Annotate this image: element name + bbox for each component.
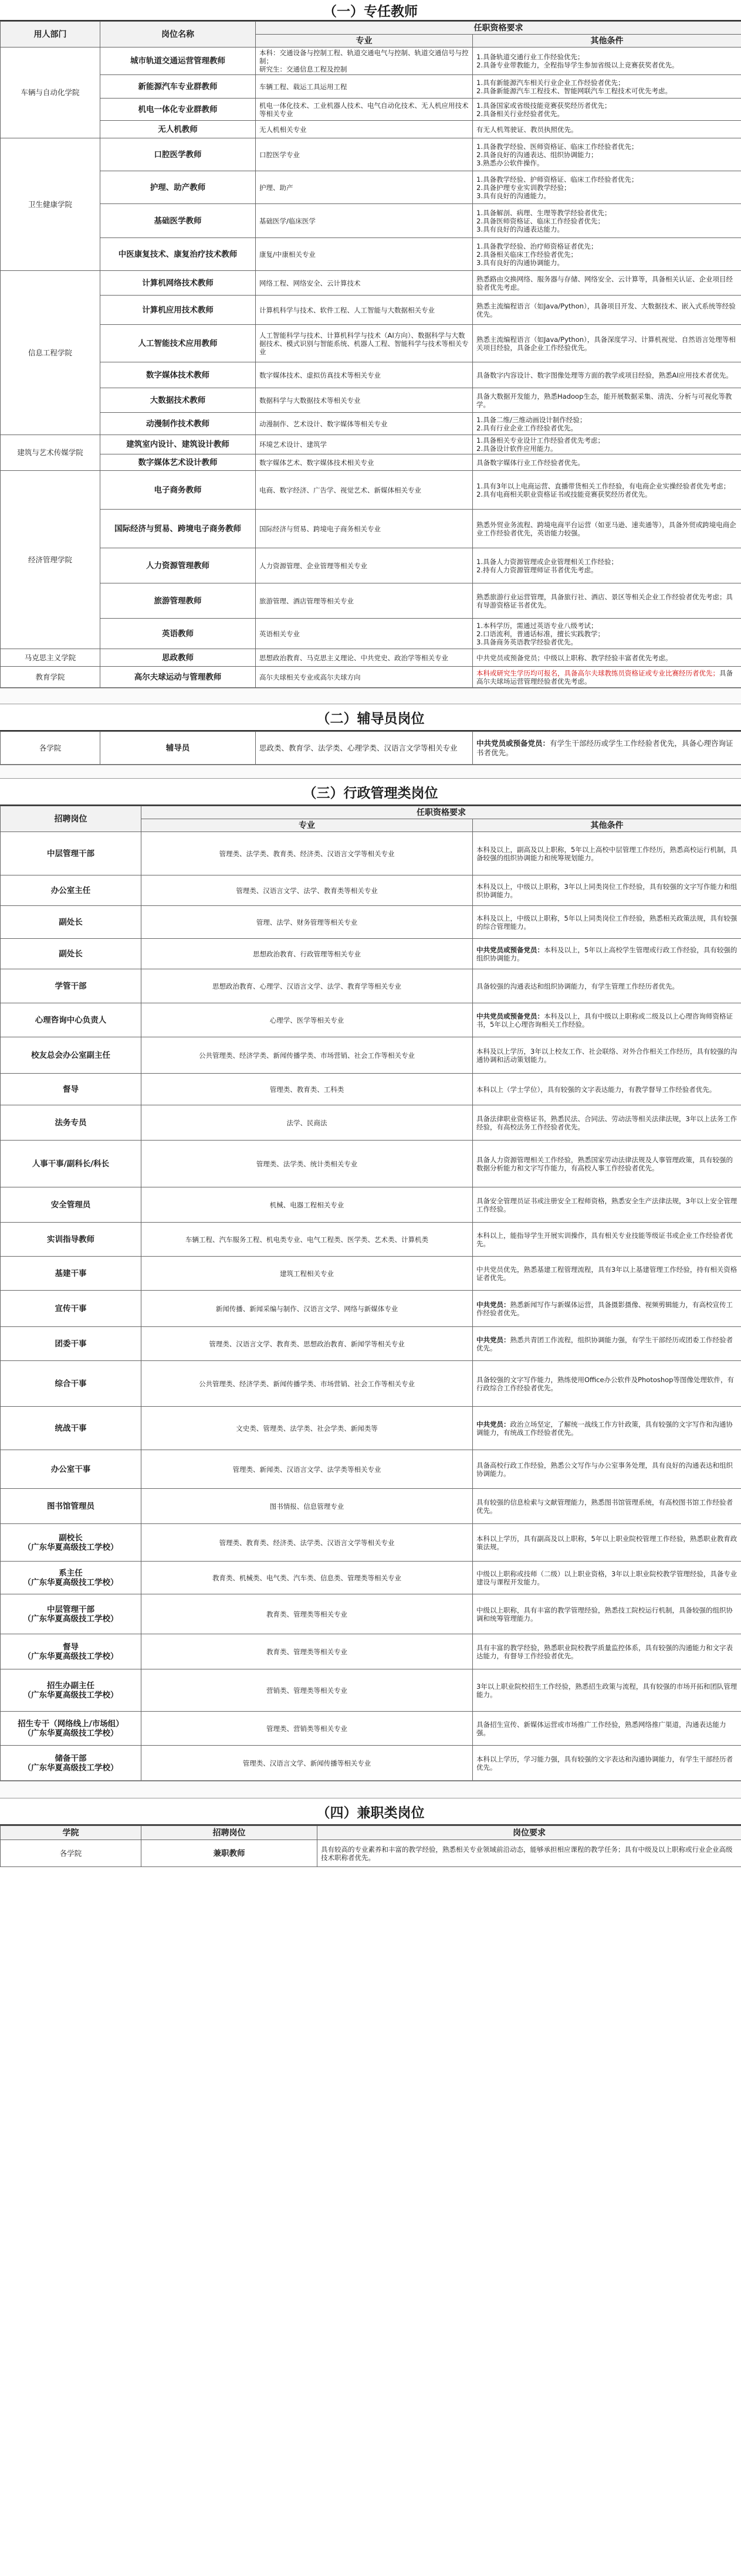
table-row — [1, 667, 741, 688]
other-cell — [473, 1105, 741, 1141]
major-cell: 机械、电器工程相关专业 — [141, 1187, 473, 1223]
other-text: 1.具备人力资源管理或企业管理相关工作经验； 2.持有人力资源管理师证书者优先考虑。 — [476, 557, 618, 574]
table-row — [1, 1074, 741, 1105]
other-text: 1.具备二维/三维动画设计制作经验； 2.具有行业企业工作经验者优先。 — [476, 415, 587, 432]
position-cell: 督导 — [1, 1074, 141, 1105]
other-highlight: 本科或研究生学历均可报名，具备高尔夫球教练员资格证或专业比赛经历者优先； — [476, 668, 719, 677]
other-text: 有无人机驾驶证、教员执照优先。 — [476, 125, 578, 134]
position-cell: 人事干事/副科长/科长 — [1, 1141, 141, 1187]
table-row — [1, 1407, 741, 1450]
other-text: 熟悉旅游行业运营管理，具备旅行社、酒店、景区等相关企业工作经验者优先考虑；具有导游资格证书者优先。 — [476, 592, 733, 609]
table-row — [1, 1634, 741, 1669]
major-cell: 新闻传播、新闻采编与制作、汉语言文学、网络与新媒体专业 — [141, 1291, 473, 1327]
other-cell — [473, 510, 741, 548]
position-cell: 实训指导教师 — [1, 1223, 141, 1257]
other-text: 具备人力资源管理相关工作经验，熟悉国家劳动法律法规及人事管理政策，具有较强的数据分析能力和文字写作能力，有高校人事工作经验者优先。 — [476, 1155, 733, 1172]
position-cell: 思政教师 — [100, 649, 256, 667]
table-row — [1, 1489, 741, 1524]
other-text: 具备数字媒体行业工作经验者优先。 — [476, 458, 584, 467]
section-spacer — [0, 688, 741, 704]
position-cell: 副处长 — [1, 906, 141, 939]
other-cell — [473, 667, 741, 688]
position-cell: 招生办副主任 （广东华夏高级技工学校） — [1, 1669, 141, 1712]
position-cell: 新能源汽车专业群教师 — [100, 75, 256, 99]
other-text: 1.具备教学经验、医师资格证、临床工作经验者优先； 2.具备良好的沟通表达、组织协调能力； 3.熟悉办公软件操作。 — [476, 142, 638, 167]
header-department: 用人部门 — [1, 22, 100, 47]
position-cell: 副处长 — [1, 939, 141, 969]
table-row — [1, 1361, 741, 1407]
position-cell: 心理咨询中心负责人 — [1, 1003, 141, 1037]
major-cell: 环境艺术设计、建筑学 — [256, 435, 473, 454]
position-cell: 动漫制作技术教师 — [100, 413, 256, 435]
header-major: 专业 — [256, 35, 473, 47]
other-cell — [473, 47, 741, 75]
other-cell — [473, 1407, 741, 1450]
other-text: 具备高校行政工作经验，熟悉公文写作与办公室事务处理，具有良好的沟通表达和组织协调能力。 — [476, 1461, 733, 1478]
position-cell: 数字媒体艺术设计教师 — [100, 454, 256, 471]
major-cell: 管理类、法学类、教育类、经济类、汉语言文学等相关专业 — [141, 832, 473, 875]
counselor-table — [0, 731, 741, 765]
major-cell: 动漫制作、艺术设计、数字媒体等相关专业 — [256, 413, 473, 435]
table-row — [1, 471, 741, 510]
other-lead: 中共党员或预备党员： — [476, 945, 544, 954]
other-cell — [473, 1746, 741, 1781]
major-cell: 车辆工程、载运工具运用工程 — [256, 75, 473, 99]
major-cell: 数字媒体艺术、数字媒体技术相关专业 — [256, 454, 473, 471]
other-text: 1.具备相关专业设计工作经验者优先考虑； 2.具备设计软件应用能力。 — [476, 436, 604, 453]
other-lead: 中共党员： — [476, 1420, 510, 1428]
department-cell: 建筑与艺术传媒学院 — [1, 435, 100, 471]
other-text: 具备较强的文字写作能力，熟练使用Office办公软件及Photoshop等图像处理软件，有行政综合工作经验者优先。 — [476, 1375, 734, 1392]
position-cell: 基础医学教师 — [100, 204, 256, 238]
other-text: 本科及以上，具有中级以上职称或二级及以上心理咨询师资格证书，5年以上心理咨询相关工作经验。 — [476, 1012, 733, 1029]
other-text: 具备高尔夫球场运营管理经验者优先考虑。 — [476, 668, 733, 685]
other-cell — [473, 1257, 741, 1291]
table-row — [1, 454, 741, 471]
position-cell: 人力资源管理教师 — [100, 548, 256, 583]
other-text: 本科及以上，中级以上职称，3年以上同类岗位工作经验，具有较强的文字写作能力和组织协调能力。 — [476, 882, 737, 899]
major-cell: 文史类、管理类、法学类、社会学类、新闻类等 — [141, 1407, 473, 1450]
other-cell — [473, 435, 741, 454]
other-cell — [473, 1003, 741, 1037]
position-cell: 中层管理干部 （广东华夏高级技工学校） — [1, 1594, 141, 1634]
other-text: 本科及以上，副高及以上职称，5年以上高校中层管理工作经历，熟悉高校运行机制，具备较强的组织协调能力和统筹规划能力。 — [476, 845, 737, 862]
other-text: 1.具备解剖、病理、生理等教学经验者优先； 2.具备医师资格证、临床工作经验者优先； 3.具有良好的沟通表达能力。 — [476, 208, 611, 233]
other-text: 3年以上职业院校招生工作经验，熟悉招生政策与流程，具有较强的市场开拓和团队管理能力。 — [476, 1682, 737, 1699]
other-text: 政治立场坚定，了解统一战线工作方针政策，具有较强的文字写作和沟通协调能力，有统战工作经验者优先。 — [476, 1420, 733, 1437]
other-lead: 中共党员： — [476, 1300, 510, 1309]
other-lead: 中共党员或预备党员： — [476, 1012, 544, 1020]
other-cell — [473, 238, 741, 271]
major-cell: 管理类、教育类、工科类 — [141, 1074, 473, 1105]
table-row — [1, 238, 741, 271]
header-requirements: 任职资格要求 — [141, 806, 741, 819]
other-text: 中级以上职称，具有丰富的教学管理经验，熟悉技工院校运行机制，具备较强的组织协调和统筹管理能力。 — [476, 1606, 733, 1623]
other-cell — [473, 362, 741, 388]
other-text: 1.本科学历，需通过英语专业八级考试； 2.口语流利，普通话标准，擅长实践教学； 3.具备商务英语教学经验者优先。 — [476, 621, 604, 646]
position-cell: 团委干事 — [1, 1327, 141, 1361]
table-row — [1, 1187, 741, 1223]
other-text: 具备安全管理员证书或注册安全工程师资格，熟悉安全生产法律法规，3年以上安全管理工作经验。 — [476, 1196, 737, 1213]
position-cell: 学管干部 — [1, 969, 141, 1003]
major-cell: 建筑工程相关专业 — [141, 1257, 473, 1291]
other-text: 中共党员或预备党员；中级以上职称、教学经验丰富者优先考虑。 — [476, 653, 672, 662]
major-cell: 管理类、营销类等相关专业 — [141, 1712, 473, 1746]
major-cell: 基础医学/临床医学 — [256, 204, 473, 238]
department-cell: 教育学院 — [1, 667, 100, 688]
table-row — [1, 619, 741, 649]
section-spacer — [0, 1781, 741, 1798]
other-text: 熟悉新闻写作与新媒体运营，具备摄影摄像、视频剪辑能力，有高校宣传工作经验者优先。 — [476, 1300, 733, 1317]
position-cell: 无人机教师 — [100, 121, 256, 138]
table-row — [1, 204, 741, 238]
table-row — [1, 1669, 741, 1712]
table-row — [1, 1257, 741, 1291]
parttime-table — [0, 1825, 741, 1867]
major-cell: 法学、民商法 — [141, 1105, 473, 1141]
parttime-position: 兼职教师 — [141, 1840, 317, 1867]
section-title-counselor: （二）辅导员岗位 — [0, 704, 741, 731]
other-cell — [473, 325, 741, 362]
other-text: 本科以上，能指导学生开展实训操作，具有相关专业技能等级证书或企业工作经验者优先。 — [476, 1231, 733, 1248]
header-position: 岗位名称 — [100, 22, 256, 47]
major-cell: 本科：交通设备与控制工程、轨道交通电气与控制、轨道交通信号与控制； 研究生：交通信息工程及控制 — [256, 47, 473, 75]
other-cell — [473, 1524, 741, 1562]
other-cell — [473, 413, 741, 435]
position-cell: 安全管理员 — [1, 1187, 141, 1223]
other-text: 中共党员优先，熟悉基建工程管理流程，具有3年以上基建管理工作经验，持有相关资格证者优先。 — [476, 1265, 737, 1282]
other-cell — [473, 1223, 741, 1257]
other-cell — [473, 939, 741, 969]
table-row — [1, 75, 741, 99]
header-other: 其他条件 — [473, 35, 741, 47]
counselor-other-text: 有学生干部经历或学生工作经验者优先，具备心理咨询证书者优先。 — [476, 738, 733, 757]
counselor-major: 思政类、教育学、法学类、心理学类、汉语言文学等相关专业 — [256, 732, 473, 765]
position-cell: 基建干事 — [1, 1257, 141, 1291]
position-cell: 高尔夫球运动与管理教师 — [100, 667, 256, 688]
table-row — [1, 510, 741, 548]
major-cell: 思想政治教育、行政管理等相关专业 — [141, 939, 473, 969]
position-cell: 人工智能技术应用教师 — [100, 325, 256, 362]
table-row — [1, 325, 741, 362]
other-cell — [473, 138, 741, 171]
table-row — [1, 732, 741, 765]
major-cell: 网络工程、网络安全、云计算技术 — [256, 271, 473, 296]
position-cell: 中医康复技术、康复治疗技术教师 — [100, 238, 256, 271]
position-cell: 校友总会办公室副主任 — [1, 1037, 141, 1074]
header-college: 学院 — [1, 1826, 141, 1840]
major-cell: 英语相关专业 — [256, 619, 473, 649]
position-cell: 电子商务教师 — [100, 471, 256, 510]
section-title-teachers: （一）专任教师 — [0, 0, 741, 21]
position-cell: 副校长 （广东华夏高级技工学校） — [1, 1524, 141, 1562]
other-cell — [473, 99, 741, 121]
position-cell: 招生专干（网络线上/市场组） （广东华夏高级技工学校） — [1, 1712, 141, 1746]
table-row — [1, 832, 741, 875]
table-row — [1, 1594, 741, 1634]
other-text: 具有较强的信息检索与文献管理能力，熟悉图书馆管理系统，有高校图书馆工作经验者优先。 — [476, 1498, 733, 1515]
other-cell — [473, 1291, 741, 1327]
other-text: 本科以上（学士学位），具有较强的文字表达能力，有教学督导工作经验者优先。 — [476, 1085, 716, 1094]
table-row — [1, 388, 741, 413]
position-cell: 英语教师 — [100, 619, 256, 649]
table-row — [1, 413, 741, 435]
other-cell — [473, 1361, 741, 1407]
major-cell: 管理类、法学类、统计类相关专业 — [141, 1141, 473, 1187]
major-cell: 思想政治教育、心理学、汉语言文学、法学、教育学等相关专业 — [141, 969, 473, 1003]
other-cell — [473, 204, 741, 238]
header-requirements: 任职资格要求 — [256, 22, 741, 35]
table-row — [1, 649, 741, 667]
position-cell: 机电一体化专业群教师 — [100, 99, 256, 121]
table-row — [1, 1840, 741, 1867]
position-cell: 计算机应用技术教师 — [100, 296, 256, 325]
major-cell: 计算机科学与技术、软件工程、人工智能与大数据相关专业 — [256, 296, 473, 325]
other-text: 1.具有3年以上电商运营、直播带货相关工作经验，有电商企业实操经验者优先考虑； 2.具有电商相关职业资格证书或技能竞赛获奖经历者优先。 — [476, 481, 730, 498]
header-recruit-position: 招聘岗位 — [141, 1826, 317, 1840]
position-cell: 建筑室内设计、建筑设计教师 — [100, 435, 256, 454]
major-cell: 人工智能科学与技术、计算机科学与技术（AI方向）、数据科学与大数据技术、模式识别与智能系统、机器人工程、智能科学与技术等相关专业 — [256, 325, 473, 362]
table-row — [1, 1141, 741, 1187]
position-cell: 法务专员 — [1, 1105, 141, 1141]
other-cell — [473, 548, 741, 583]
table-row — [1, 969, 741, 1003]
other-text: 1.具备教学经验、治疗师资格证者优先； 2.具备相关临床工作经验者优先； 3.具有良好的沟通协调能力。 — [476, 242, 598, 267]
other-text: 本科及以上学历，3年以上校友工作、社会联络、对外合作相关工作经历，具有较强的沟通协调和活动策划能力。 — [476, 1047, 737, 1064]
table-row — [1, 1003, 741, 1037]
other-cell — [473, 1712, 741, 1746]
position-cell: 口腔医学教师 — [100, 138, 256, 171]
table-row — [1, 271, 741, 296]
major-cell: 营销类、管理类等相关专业 — [141, 1669, 473, 1712]
table-row — [1, 1524, 741, 1562]
other-text: 1.具有新能源汽车相关行业企业工作经验者优先； 2.具备新能源汽车工程技术、智能网联汽车工程技术可优先考虑。 — [476, 78, 672, 95]
other-cell — [473, 619, 741, 649]
other-cell — [473, 1037, 741, 1074]
other-cell — [473, 1327, 741, 1361]
counselor-other — [473, 732, 741, 765]
other-text: 熟悉路由交换网络、服务器与存储、网络安全、云计算等，具备相关认证、企业项目经验者优先考虑。 — [476, 274, 733, 291]
section-title-parttime: （四）兼职类岗位 — [0, 1798, 741, 1825]
other-cell — [473, 875, 741, 906]
table-row — [1, 171, 741, 204]
position-cell: 办公室干事 — [1, 1450, 141, 1489]
major-cell: 管理类、汉语言文学、法学、教育类等相关专业 — [141, 875, 473, 906]
other-cell — [473, 171, 741, 204]
table-row — [1, 362, 741, 388]
other-cell — [473, 969, 741, 1003]
major-cell: 数字媒体技术、虚拟仿真技术等相关专业 — [256, 362, 473, 388]
other-cell — [473, 1594, 741, 1634]
other-cell — [473, 1669, 741, 1712]
other-text: 本科以上学历，具有副高及以上职称，5年以上职业院校管理工作经验，熟悉职业教育政策法规。 — [476, 1534, 737, 1551]
position-cell: 储备干部 （广东华夏高级技工学校） — [1, 1746, 141, 1781]
major-cell: 教育类、管理类等相关专业 — [141, 1594, 473, 1634]
department-cell: 卫生健康学院 — [1, 138, 100, 271]
table-row — [1, 47, 741, 75]
major-cell: 思想政治教育、马克思主义理论、中共党史、政治学等相关专业 — [256, 649, 473, 667]
other-text: 本科及以上，5年以上高校学生管理或行政工作经验，具有较强的组织协调能力。 — [476, 945, 737, 962]
other-text: 1.具备国家或省级技能竞赛获奖经历者优先； 2.具备相关行业经验者优先。 — [476, 101, 611, 118]
table-row — [1, 1105, 741, 1141]
counselor-dept: 各学院 — [1, 732, 100, 765]
section-title-admin: （三）行政管理类岗位 — [0, 779, 741, 806]
department-cell: 马克思主义学院 — [1, 649, 100, 667]
major-cell: 康复/中康相关专业 — [256, 238, 473, 271]
major-cell: 国际经济与贸易、跨境电子商务相关专业 — [256, 510, 473, 548]
major-cell: 教育类、机械类、电气类、汽车类、信息类、管理类等相关专业 — [141, 1562, 473, 1594]
major-cell: 管理类、教育类、经济类、法学类、汉语言文学等相关专业 — [141, 1524, 473, 1562]
major-cell: 旅游管理、酒店管理等相关专业 — [256, 583, 473, 619]
counselor-position: 辅导员 — [100, 732, 256, 765]
other-cell — [473, 1141, 741, 1187]
position-cell: 宣传干事 — [1, 1291, 141, 1327]
position-cell: 数字媒体技术教师 — [100, 362, 256, 388]
major-cell: 电商、数字经济、广告学、视觉艺术、新媒体相关专业 — [256, 471, 473, 510]
other-cell — [473, 1562, 741, 1594]
table-row — [1, 939, 741, 969]
other-cell — [473, 1450, 741, 1489]
other-text: 本科以上学历，学习能力强，具有较强的文字表达和沟通协调能力，有学生干部经历者优先。 — [476, 1754, 733, 1771]
major-cell: 人力资源管理、企业管理等相关专业 — [256, 548, 473, 583]
table-row — [1, 296, 741, 325]
major-cell: 管理类、新闻类、汉语言文学、法学类等相关专业 — [141, 1450, 473, 1489]
other-text: 具备较强的沟通表达和组织协调能力，有学生管理工作经历者优先。 — [476, 982, 679, 990]
position-cell: 办公室主任 — [1, 875, 141, 906]
other-text: 具备招生宣传、新媒体运营或市场推广工作经验，熟悉网络推广渠道，沟通表达能力强。 — [476, 1720, 726, 1737]
table-row — [1, 1562, 741, 1594]
other-cell — [473, 1634, 741, 1669]
major-cell: 管理类、汉语言文学、教育类、思想政治教育、新闻学等相关专业 — [141, 1327, 473, 1361]
major-cell: 高尔夫球相关专业或高尔夫球方向 — [256, 667, 473, 688]
other-cell — [473, 471, 741, 510]
other-text: 熟悉共青团工作流程，组织协调能力强，有学生干部经历或团委工作经验者优先。 — [476, 1335, 733, 1352]
section-spacer — [0, 765, 741, 779]
major-cell: 教育类、管理类等相关专业 — [141, 1634, 473, 1669]
other-cell — [473, 271, 741, 296]
other-text: 中级以上职称或技师（二级）以上职业资格，3年以上职业院校教学管理经验，具备专业建设与课程开发能力。 — [476, 1569, 737, 1586]
major-cell: 车辆工程、汽车服务工程、机电类专业、电气工程类、医学类、艺术类、计算机类 — [141, 1223, 473, 1257]
table-row — [1, 1291, 741, 1327]
parttime-college: 各学院 — [1, 1840, 141, 1867]
table-row — [1, 548, 741, 583]
other-cell — [473, 1489, 741, 1524]
major-cell: 心理学、医学等相关专业 — [141, 1003, 473, 1037]
department-cell: 信息工程学院 — [1, 271, 100, 435]
position-cell: 旅游管理教师 — [100, 583, 256, 619]
table-row — [1, 583, 741, 619]
table-row — [1, 121, 741, 138]
header-position-req: 岗位要求 — [317, 1826, 741, 1840]
other-text: 熟悉主流编程语言（如Java/Python），具备项目开发、大数据技术、嵌入式系统等经验优先。 — [476, 301, 736, 318]
table-row — [1, 1712, 741, 1746]
other-cell — [473, 121, 741, 138]
teachers-table — [0, 21, 741, 688]
table-row — [1, 1223, 741, 1257]
position-cell: 系主任 （广东华夏高级技工学校） — [1, 1562, 141, 1594]
other-text: 熟悉主流编程语言（如Java/Python），具备深度学习、计算机视觉、自然语言处理等相关项目经验，具备企业工作经验优先。 — [476, 335, 736, 352]
table-row — [1, 1327, 741, 1361]
major-cell: 公共管理类、经济学类、新闻传播学类、市场营销、社会工作等相关专业 — [141, 1361, 473, 1407]
other-cell — [473, 906, 741, 939]
table-row — [1, 99, 741, 121]
position-cell: 中层管理干部 — [1, 832, 141, 875]
other-cell — [473, 649, 741, 667]
header-major: 专业 — [141, 819, 473, 832]
major-cell: 管理、法学、财务管理等相关专业 — [141, 906, 473, 939]
other-cell — [473, 454, 741, 471]
admin-table — [0, 806, 741, 1781]
counselor-lead: 中共党员或预备党员： — [476, 738, 550, 748]
position-cell: 护理、助产教师 — [100, 171, 256, 204]
position-cell: 大数据技术教师 — [100, 388, 256, 413]
major-cell: 机电一体化技术、工业机器人技术、电气自动化技术、无人机应用技术等相关专业 — [256, 99, 473, 121]
major-cell: 口腔医学专业 — [256, 138, 473, 171]
header-recruit-position: 招聘岗位 — [1, 806, 141, 832]
position-cell: 图书馆管理员 — [1, 1489, 141, 1524]
position-cell: 计算机网络技术教师 — [100, 271, 256, 296]
other-text: 本科及以上，中级以上职称，5年以上同类岗位工作经验，熟悉相关政策法规，具有较强的综合管理能力。 — [476, 914, 737, 931]
other-cell — [473, 1187, 741, 1223]
position-cell: 统战干事 — [1, 1407, 141, 1450]
table-row — [1, 138, 741, 171]
major-cell: 护理、助产 — [256, 171, 473, 204]
major-cell: 无人机相关专业 — [256, 121, 473, 138]
major-cell: 公共管理类、经济学类、新闻传播学类、市场营销、社会工作等相关专业 — [141, 1037, 473, 1074]
other-text: 1.具备教学经验、护师资格证、临床工作经验者优先； 2.具备护理专业实训教学经验； 3.具有良好的沟通能力。 — [476, 175, 638, 200]
table-row — [1, 1450, 741, 1489]
department-cell: 经济管理学院 — [1, 471, 100, 649]
other-text: 具备数字内容设计、数字图像处理等方面的教学或项目经验，熟悉AI应用技术者优先。 — [476, 371, 733, 379]
other-text: 具有丰富的教学经验，熟悉职业院校教学质量监控体系，具有较强的沟通能力和文字表达能力，有督导工作经验者优先。 — [476, 1643, 733, 1660]
table-row — [1, 875, 741, 906]
position-cell: 综合干事 — [1, 1361, 141, 1407]
table-row — [1, 1037, 741, 1074]
other-cell — [473, 583, 741, 619]
position-cell: 城市轨道交通运营管理教师 — [100, 47, 256, 75]
other-text: 1.具备轨道交通行业工作经验优先； 2.具备专业带教能力，全程指导学生参加省级以上竞赛获奖者优先。 — [476, 53, 679, 69]
other-text: 熟悉外贸业务流程、跨境电商平台运营（如亚马逊、速卖通等），具备外贸或跨境电商企业工作经验者优先，英语能力较强。 — [476, 520, 736, 537]
position-cell: 国际经济与贸易、跨境电子商务教师 — [100, 510, 256, 548]
position-cell: 督导 （广东华夏高级技工学校） — [1, 1634, 141, 1669]
header-other: 其他条件 — [473, 819, 741, 832]
other-cell — [473, 1074, 741, 1105]
other-cell — [473, 388, 741, 413]
table-row — [1, 1746, 741, 1781]
department-cell: 车辆与自动化学院 — [1, 47, 100, 138]
major-cell: 图书情报、信息管理专业 — [141, 1489, 473, 1524]
other-text: 具备法律职业资格证书，熟悉民法、合同法、劳动法等相关法律法规，3年以上法务工作经验，有高校法务工作经验者优先。 — [476, 1114, 737, 1131]
other-lead: 中共党员： — [476, 1335, 510, 1344]
other-cell — [473, 832, 741, 875]
major-cell: 管理类、汉语言文学、新闻传播等相关专业 — [141, 1746, 473, 1781]
table-row — [1, 906, 741, 939]
other-cell — [473, 75, 741, 99]
parttime-req: 具有较高的专业素养和丰富的教学经验，熟悉相关专业领域前沿动态，能够承担相应课程的教学任务；具有中级及以上职称或行业企业高级技术职称者优先。 — [317, 1840, 741, 1867]
table-row — [1, 435, 741, 454]
other-cell — [473, 296, 741, 325]
other-text: 具备大数据开发能力，熟悉Hadoop生态，能开展数据采集、清洗、分析与可视化等教学。 — [476, 392, 732, 409]
major-cell: 数据科学与大数据技术等相关专业 — [256, 388, 473, 413]
